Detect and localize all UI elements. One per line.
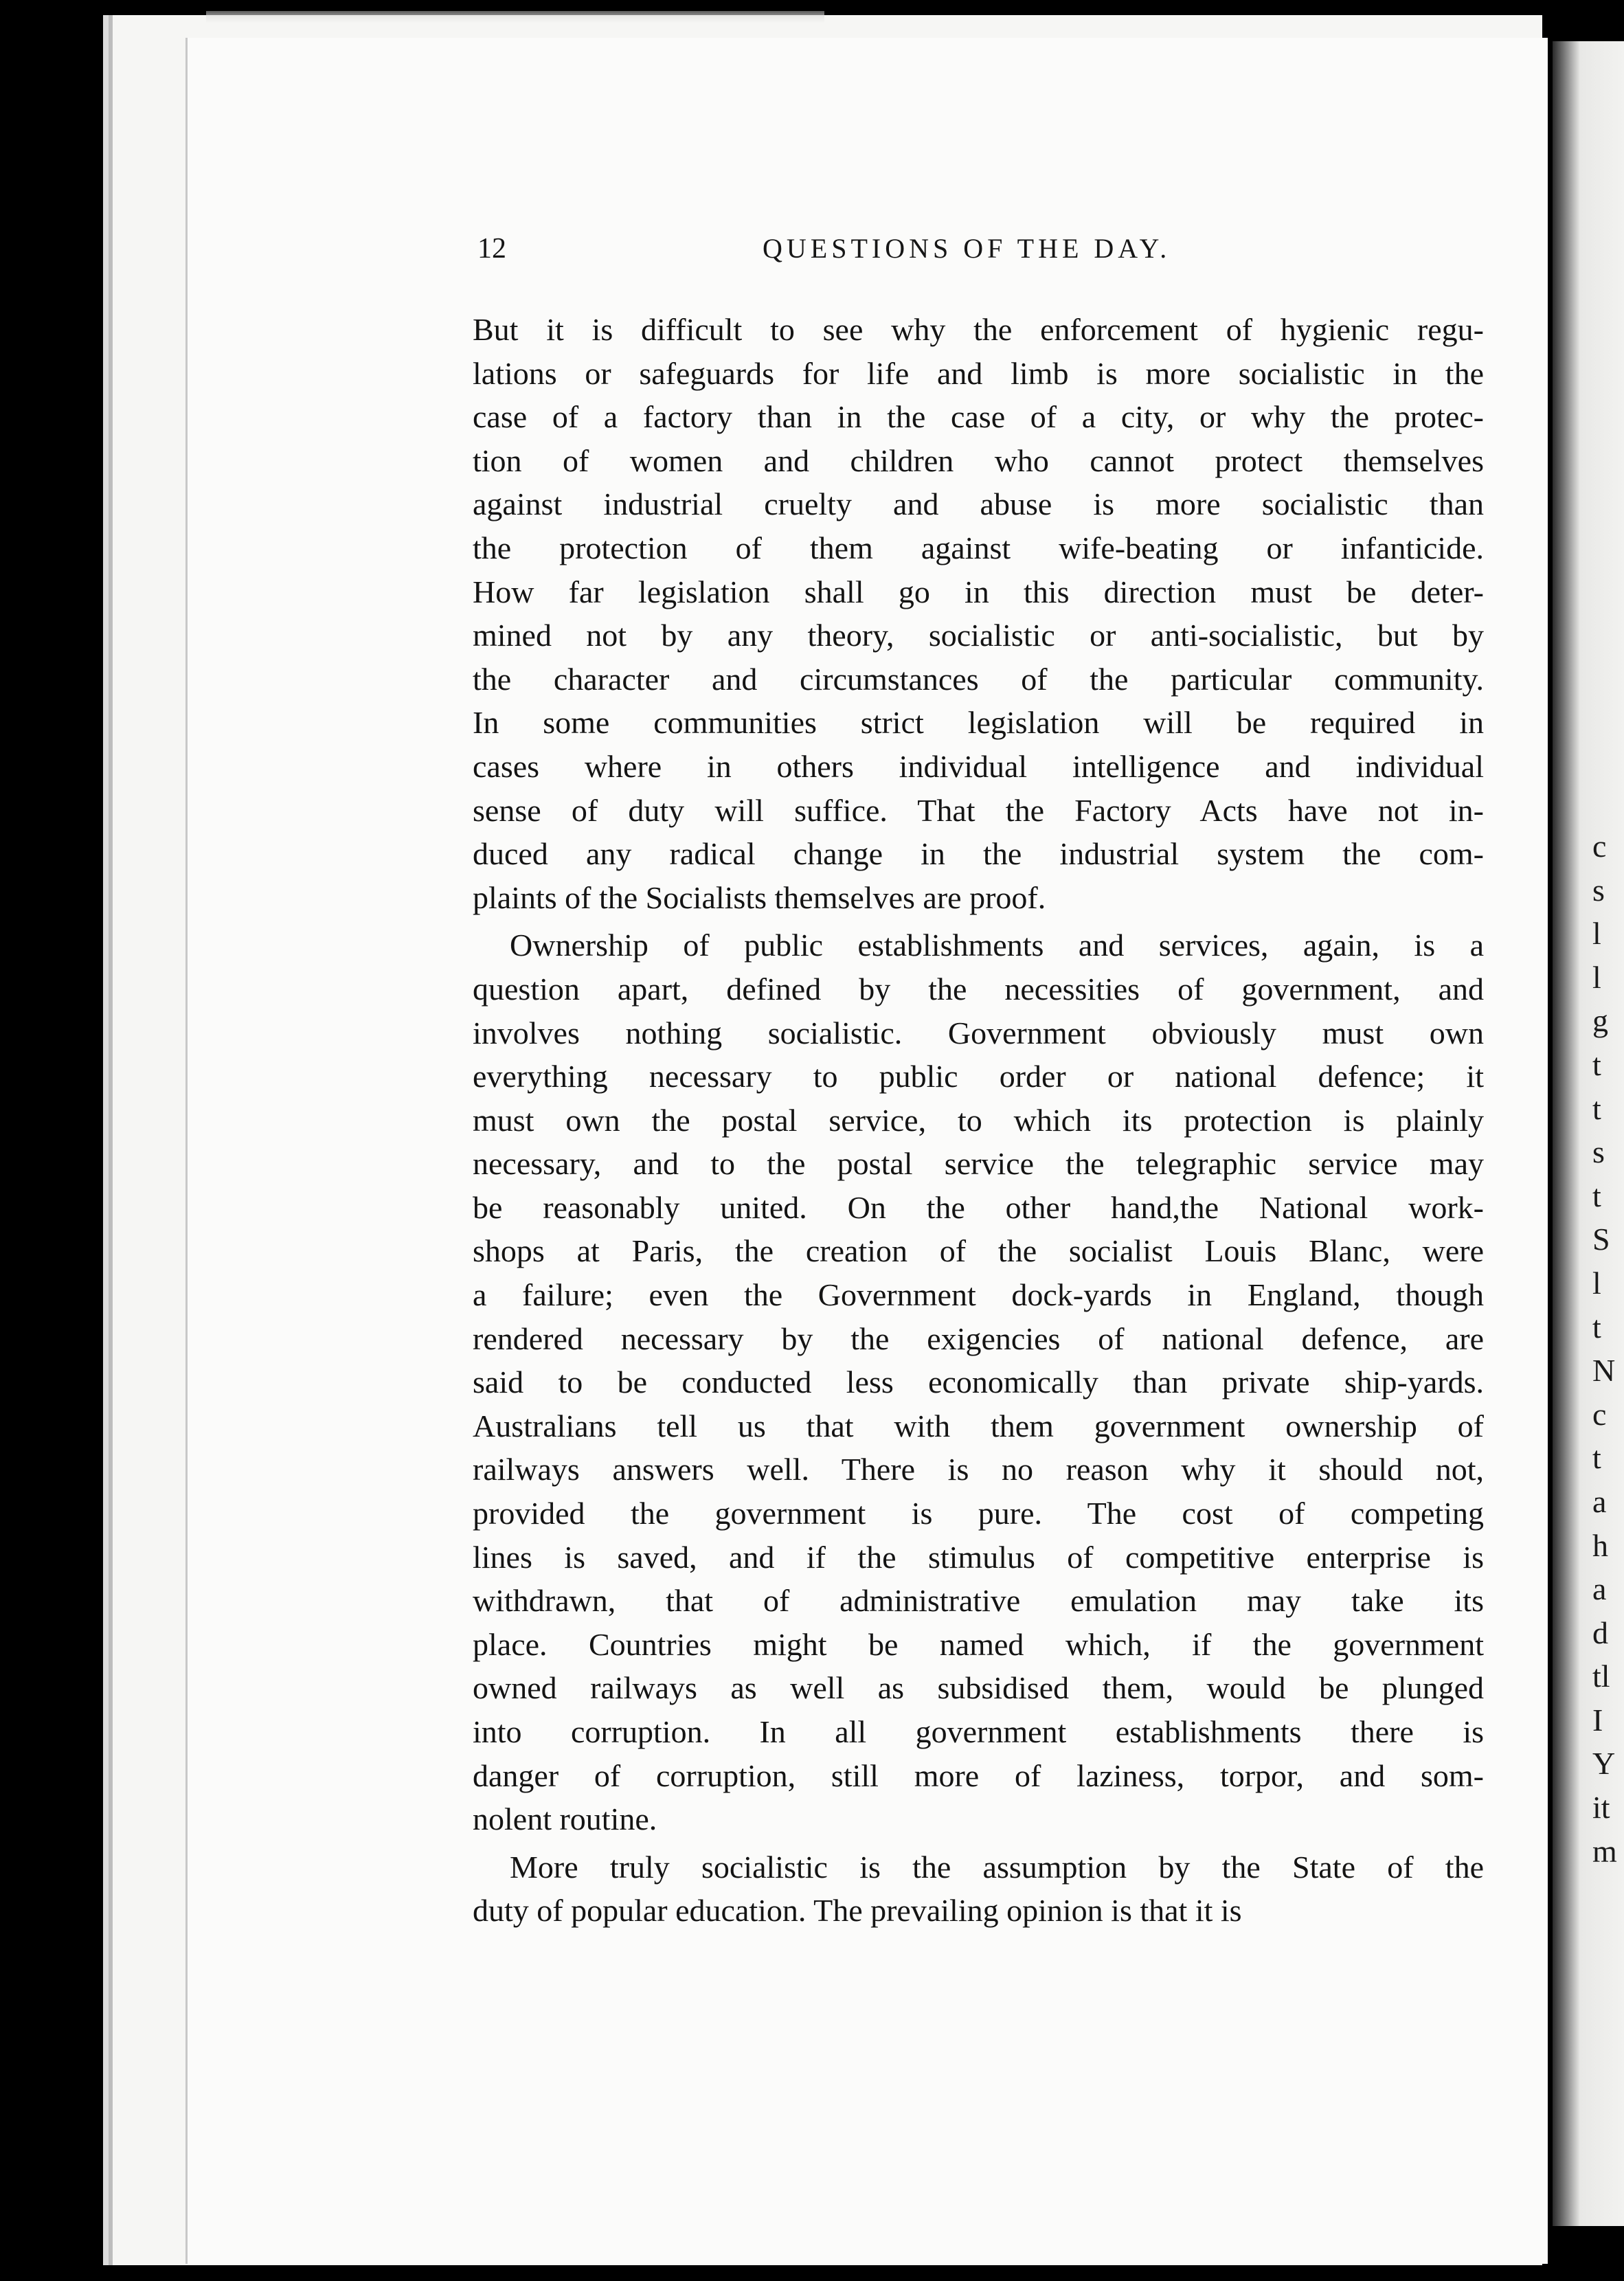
text-line: provided the government is pure. The cost of competing: [473, 1496, 1484, 1531]
text-line: the character and circumstances of the particular community.: [473, 661, 1484, 697]
facing-fragment: m: [1592, 1833, 1617, 1869]
facing-fragment: t: [1592, 1178, 1601, 1213]
paragraph: [473, 923, 1484, 1841]
facing-fragment: c: [1592, 829, 1607, 864]
facing-fragment: t: [1592, 1090, 1601, 1126]
paragraph: [473, 1845, 1484, 1933]
text-line: everything necessary to public order or national defence; it: [473, 1059, 1484, 1094]
facing-fragment: tl: [1592, 1659, 1610, 1694]
text-line: question apart, defined by the necessities of government, and: [473, 971, 1484, 1007]
facing-fragment: it: [1592, 1790, 1610, 1825]
facing-fragment: l: [1592, 916, 1601, 952]
text-line: cases where in others individual intelligence and individual: [473, 748, 1484, 784]
page-edge-shadow: [206, 11, 824, 23]
facing-fragment: I: [1592, 1702, 1603, 1738]
text-line: More truly socialistic is the assumption by the State of the: [510, 1849, 1484, 1885]
facing-fragment: d: [1592, 1615, 1608, 1650]
facing-fragment: N: [1592, 1353, 1616, 1389]
text-line: the protection of them against wife-beating or infanticide.: [473, 530, 1484, 565]
text-line: duty of popular education. The prevailing opinion is that it is: [473, 1893, 1242, 1929]
text-line: must own the postal service, to which its protection is plainly: [473, 1102, 1484, 1138]
facing-fragment: h: [1592, 1527, 1608, 1563]
facing-fragment: l: [1592, 1265, 1601, 1301]
text-line: rendered necessary by the exigencies of national defence, are: [473, 1321, 1484, 1356]
text-line: involves nothing socialistic. Government obviously must own: [473, 1015, 1484, 1050]
facing-fragment: a: [1592, 1483, 1607, 1519]
text-line: plaints of the Socialists themselves are proof.: [473, 879, 1046, 915]
facing-fragment: t: [1592, 1440, 1601, 1476]
text-line: withdrawn, that of administrative emulation may take its: [473, 1583, 1484, 1619]
facing-fragment: t: [1592, 1046, 1601, 1082]
text-line: nolent routine.: [473, 1801, 657, 1837]
text-line: be reasonably united. On the other hand,the National work-: [473, 1189, 1484, 1225]
facing-fragment: S: [1592, 1222, 1610, 1257]
text-line: But it is difficult to see why the enforcement of hygienic regu-: [473, 312, 1484, 347]
text-line: How far legislation shall go in this direction must be deter-: [473, 574, 1484, 609]
text-line: owned railways as well as subsidised them, would be plunged: [473, 1670, 1484, 1706]
page-header: [477, 232, 1206, 273]
text-line: railways answers well. There is no reason why it should not,: [473, 1452, 1484, 1487]
text-line: against industrial cruelty and abuse is more socialistic than: [473, 486, 1484, 522]
text-line: mined not by any theory, socialistic or anti-socialistic, but by: [473, 618, 1484, 653]
text-line: said to be conducted less economically than private ship-yards.: [473, 1364, 1484, 1400]
text-line: tion of women and children who cannot protect themselves: [473, 442, 1484, 478]
paragraph: [473, 308, 1484, 919]
facing-fragment: a: [1592, 1571, 1607, 1607]
text-line: case of a factory than in the case of a city, or why the protec-: [473, 399, 1484, 435]
text-line: a failure; even the Government dock-yards in England, though: [473, 1277, 1484, 1313]
facing-page-fragments: [1592, 824, 1624, 1873]
text-line: shops at Paris, the creation of the socialist Louis Blanc, were: [473, 1233, 1484, 1269]
text-line: place. Countries might be named which, if the government: [473, 1626, 1484, 1662]
text-line: duced any radical change in the industrial system the com-: [473, 836, 1484, 872]
facing-fragment: t: [1592, 1309, 1601, 1345]
facing-fragment: g: [1592, 1003, 1608, 1039]
facing-fragment: Y: [1592, 1746, 1616, 1782]
text-line: Australians tell us that with them government ownership of: [473, 1408, 1484, 1443]
facing-fragment: s: [1592, 1134, 1605, 1170]
running-head: QUESTIONS OF THE DAY.: [763, 233, 1171, 264]
facing-fragment: s: [1592, 872, 1605, 908]
text-line: necessary, and to the postal service the telegraphic service may: [473, 1146, 1484, 1182]
facing-fragment: l: [1592, 959, 1601, 995]
text-line: danger of corruption, still more of laziness, torpor, and som-: [473, 1757, 1484, 1793]
body-text: [473, 308, 1484, 1933]
text-line: In some communities strict legislation will be required in: [473, 705, 1484, 741]
text-line: lations or safeguards for life and limb is more socialistic in the: [473, 355, 1484, 391]
text-line: into corruption. In all government establishments there is: [473, 1714, 1484, 1749]
text-line: sense of duty will suffice. That the Factory Acts have not in-: [473, 792, 1484, 828]
text-line: Ownership of public establishments and services, again, is a: [510, 928, 1484, 963]
facing-fragment: c: [1592, 1396, 1607, 1432]
text-line: lines is saved, and if the stimulus of competitive enterprise is: [473, 1539, 1484, 1575]
page-number: 12: [477, 233, 506, 265]
